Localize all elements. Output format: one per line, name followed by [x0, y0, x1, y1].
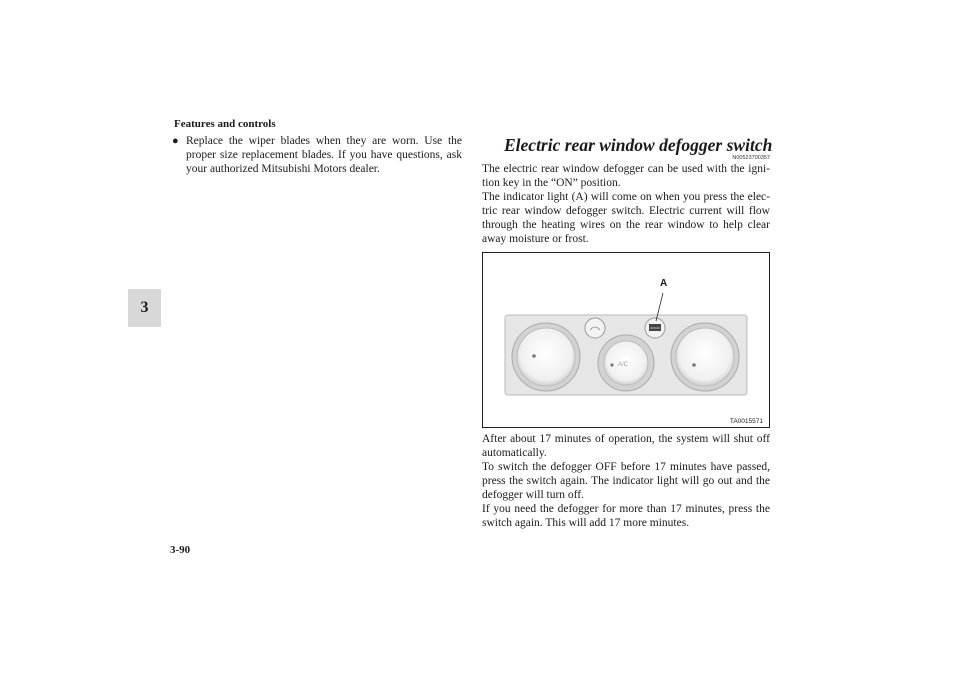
fan-knob-marker	[692, 363, 696, 367]
intro-paragraph-2: The indicator light (A) will come on when you press the elec-tric rear window defogger switch. Electric current will flow through the heating wires on the rear window to help clear away moisture or frost.	[482, 191, 770, 245]
section-title: Electric rear window defogger switch	[504, 135, 773, 155]
defogger-indicator-light	[649, 324, 661, 331]
left-column	[172, 134, 462, 176]
after-paragraph-3: If you need the defogger for more than 17 minutes, press the switch again. This will add 17 more minutes.	[482, 503, 770, 529]
ac-label: A/C	[618, 362, 629, 368]
chapter-number: 3	[140, 299, 149, 316]
bullet-text: Replace the wiper blades when they are worn. Use the proper size replacement blades. If you have questions, ask your authorized Mitsubishi Motors dealer.	[186, 135, 462, 175]
control-panel-figure	[482, 252, 770, 428]
temperature-knob	[517, 328, 575, 386]
recirculation-button	[585, 318, 605, 338]
section-header: Features and controls	[174, 118, 276, 130]
figure-code: TA0015571	[729, 418, 763, 425]
bullet-icon: ●	[172, 135, 179, 147]
right-column	[482, 134, 773, 530]
after-paragraph-2: To switch the defogger OFF before 17 minutes have passed, press the switch again. The indicator light will go out and the defogger will turn off.	[482, 461, 770, 501]
bullet-item	[172, 134, 462, 176]
temperature-knob-marker	[532, 354, 536, 358]
mode-knob-marker	[610, 363, 613, 366]
control-panel-illustration	[483, 253, 769, 427]
reference-code: N00523700357	[732, 155, 770, 161]
page-number: 3-90	[170, 544, 191, 556]
intro-paragraph-1: The electric rear window defogger can be used with the igni-tion key in the “ON” position.	[482, 163, 770, 189]
after-paragraph-1: After about 17 minutes of operation, the system will shut off automatically.	[482, 433, 770, 459]
fan-knob	[676, 328, 734, 386]
callout-label-a: A	[660, 278, 668, 289]
